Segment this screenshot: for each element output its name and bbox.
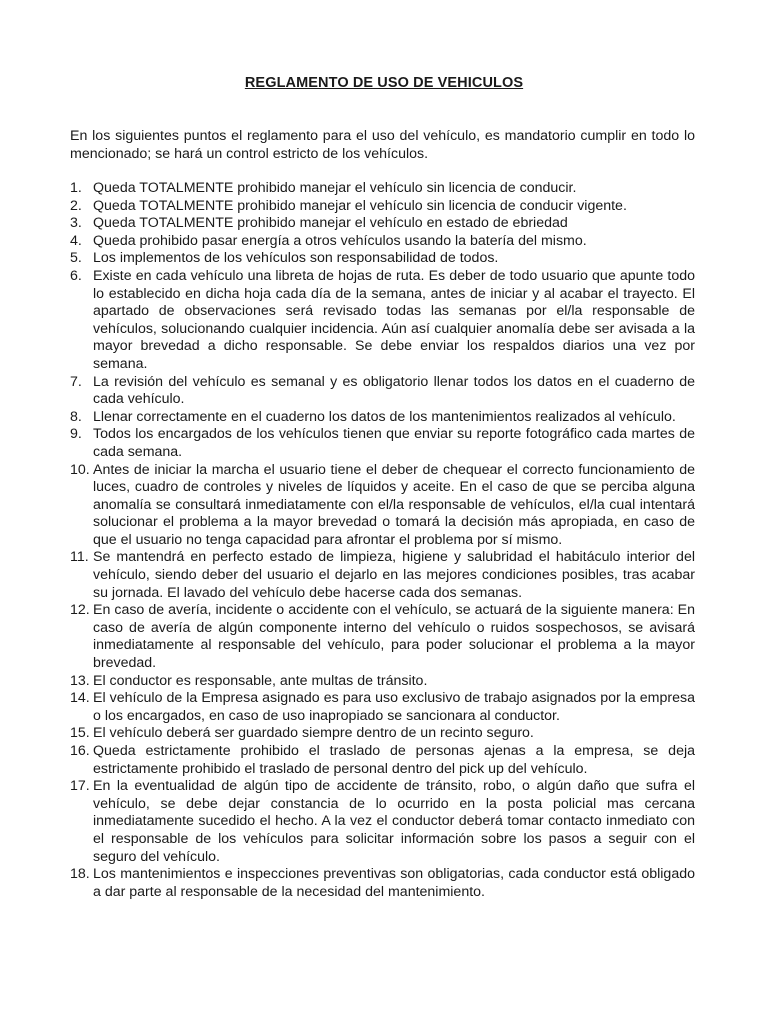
- rule-number: 14.: [70, 690, 90, 707]
- rule-text: Queda estrictamente prohibido el traslado de personas ajenas a la empresa, se deja estrictamente prohibido el traslado de personal dentro del pick up del vehículo.: [93, 743, 695, 777]
- intro-paragraph: En los siguientes puntos el reglamento para el uso del vehículo, es mandatorio cumplir en todo lo mencionado; se hará un control estricto de los vehículos.: [70, 128, 695, 162]
- rule-text: La revisión del vehículo es semanal y es obligatorio llenar todos los datos en el cuaderno de cada vehículo.: [93, 373, 695, 408]
- rule-text: El vehículo deberá ser guardado siempre dentro de un recinto seguro.: [93, 725, 534, 742]
- rule-number: 2.: [70, 197, 82, 214]
- rule-text: Llenar correctamente en el cuaderno los datos de los mantenimientos realizados al vehículo.: [93, 408, 676, 425]
- rule-number: 1.: [70, 180, 82, 196]
- rule-text: Los implementos de los vehículos son responsabilidad de todos.: [93, 250, 499, 267]
- rule-item: [70, 462, 695, 550]
- rule-item: [70, 778, 695, 866]
- rule-item: [70, 374, 695, 409]
- rule-item: [70, 409, 695, 427]
- rule-number: 5.: [70, 250, 82, 267]
- rule-number: 18.: [70, 866, 90, 883]
- rule-text: Existe en cada vehículo una libreta de hojas de ruta. Es deber de todo usuario que apunte todo lo establecido en dicha hoja cada día de la semana, antes de iniciar y al acabar el trayecto. El apartado de observaciones será revisado todas las semanas por el/la responsable de vehículos, solucionando cualquier incidencia. Aún así cualquier anomalía debe ser avisada a la mayor brevedad a dicho responsable. Se debe enviar los respaldos diarios una vez por semana.: [93, 267, 695, 372]
- rule-item: [70, 198, 695, 216]
- rule-text: Se mantendrá en perfecto estado de limpieza, higiene y salubridad el habitáculo interior del vehículo, siendo deber del usuario el dejarlo en las mejores condiciones posibles, tras acabar su jornada. El lavado del vehículo debe hacerse cada dos semanas.: [93, 549, 695, 601]
- rule-text: Queda TOTALMENTE prohibido manejar el vehículo en estado de ebriedad: [93, 215, 568, 232]
- rule-text: Todos los encargados de los vehículos tienen que enviar su reporte fotográfico cada martes de cada semana.: [93, 426, 695, 460]
- rule-number: 11.: [70, 549, 89, 566]
- rule-number: 17.: [70, 778, 90, 795]
- rule-number: 10.: [70, 461, 90, 478]
- rule-item: [70, 233, 695, 251]
- rules-list: [70, 180, 695, 901]
- document-title: REGLAMENTO DE USO DE VEHICULOS: [244, 75, 524, 91]
- rule-text: El vehículo de la Empresa asignado es para uso exclusivo de trabajo asignados por la empresa o los encargados, en caso de uso inapropiado se sancionara al conductor.: [93, 690, 695, 724]
- rule-item: [70, 180, 695, 198]
- rule-item: [70, 690, 695, 725]
- rule-item: [70, 743, 695, 778]
- rule-item: [70, 866, 695, 901]
- rule-number: 16.: [70, 743, 90, 759]
- rule-item: [70, 602, 695, 672]
- rule-text: En caso de avería, incidente o accidente con el vehículo, se actuará de la siguiente manera: En caso de avería de algún componente interno del vehículo o ruidos sospechosos, se avisará inmediatamente al responsable del vehículo, para poder solucionar el problema a la mayor brevedad.: [93, 602, 695, 672]
- rule-item: [70, 549, 695, 602]
- rule-item: [70, 215, 695, 233]
- rule-text: Queda TOTALMENTE prohibido manejar el vehículo sin licencia de conducir vigente.: [93, 197, 627, 214]
- rule-number: 12.: [70, 602, 90, 619]
- rule-item: [70, 268, 695, 374]
- rule-item: [70, 673, 695, 691]
- rule-number: 15.: [70, 725, 90, 742]
- rule-text: Queda prohibido pasar energía a otros vehículos usando la batería del mismo.: [93, 232, 587, 249]
- rule-item: [70, 725, 695, 743]
- rule-item: [70, 426, 695, 461]
- rule-number: 3.: [70, 215, 82, 232]
- rule-item: [70, 250, 695, 268]
- rule-number: 6.: [70, 267, 82, 284]
- rule-text: Queda TOTALMENTE prohibido manejar el vehículo sin licencia de conducir.: [93, 180, 577, 196]
- rule-number: 4.: [70, 232, 82, 249]
- rule-text: Los mantenimientos e inspecciones preventivas son obligatorias, cada conductor está obligado a dar parte al responsable de la necesidad del mantenimiento.: [93, 866, 695, 900]
- rule-number: 7.: [70, 373, 82, 390]
- rule-text: En la eventualidad de algún tipo de accidente de tránsito, robo, o algún daño que sufra el vehículo, se debe dejar constancia de lo ocurrido en la posta policial mas cercana inmediatamente sucedido el hecho. A la vez el conductor deberá tomar contacto inmediato con el responsable de los vehículos para solicitar información sobre los pasos a seguir con el seguro del vehículo.: [93, 778, 695, 865]
- rule-text: El conductor es responsable, ante multas de tránsito.: [93, 672, 428, 689]
- rule-number: 9.: [70, 426, 82, 443]
- rule-number: 13.: [70, 672, 90, 689]
- rule-number: 8.: [70, 408, 82, 425]
- rule-text: Antes de iniciar la marcha el usuario tiene el deber de chequear el correcto funcionamiento de luces, cuadro de controles y niveles de líquidos y aceite. En el caso de que se perciba alguna anomalía se consultará inmediatamente con el/la responsable de vehículos, el/la cual intentará solucionar el problema a la mayor brevedad o tomará la decisión más apropiada, en caso de que el usuario no tenga capacidad para afrontar el problema por sí mismo.: [93, 461, 695, 548]
